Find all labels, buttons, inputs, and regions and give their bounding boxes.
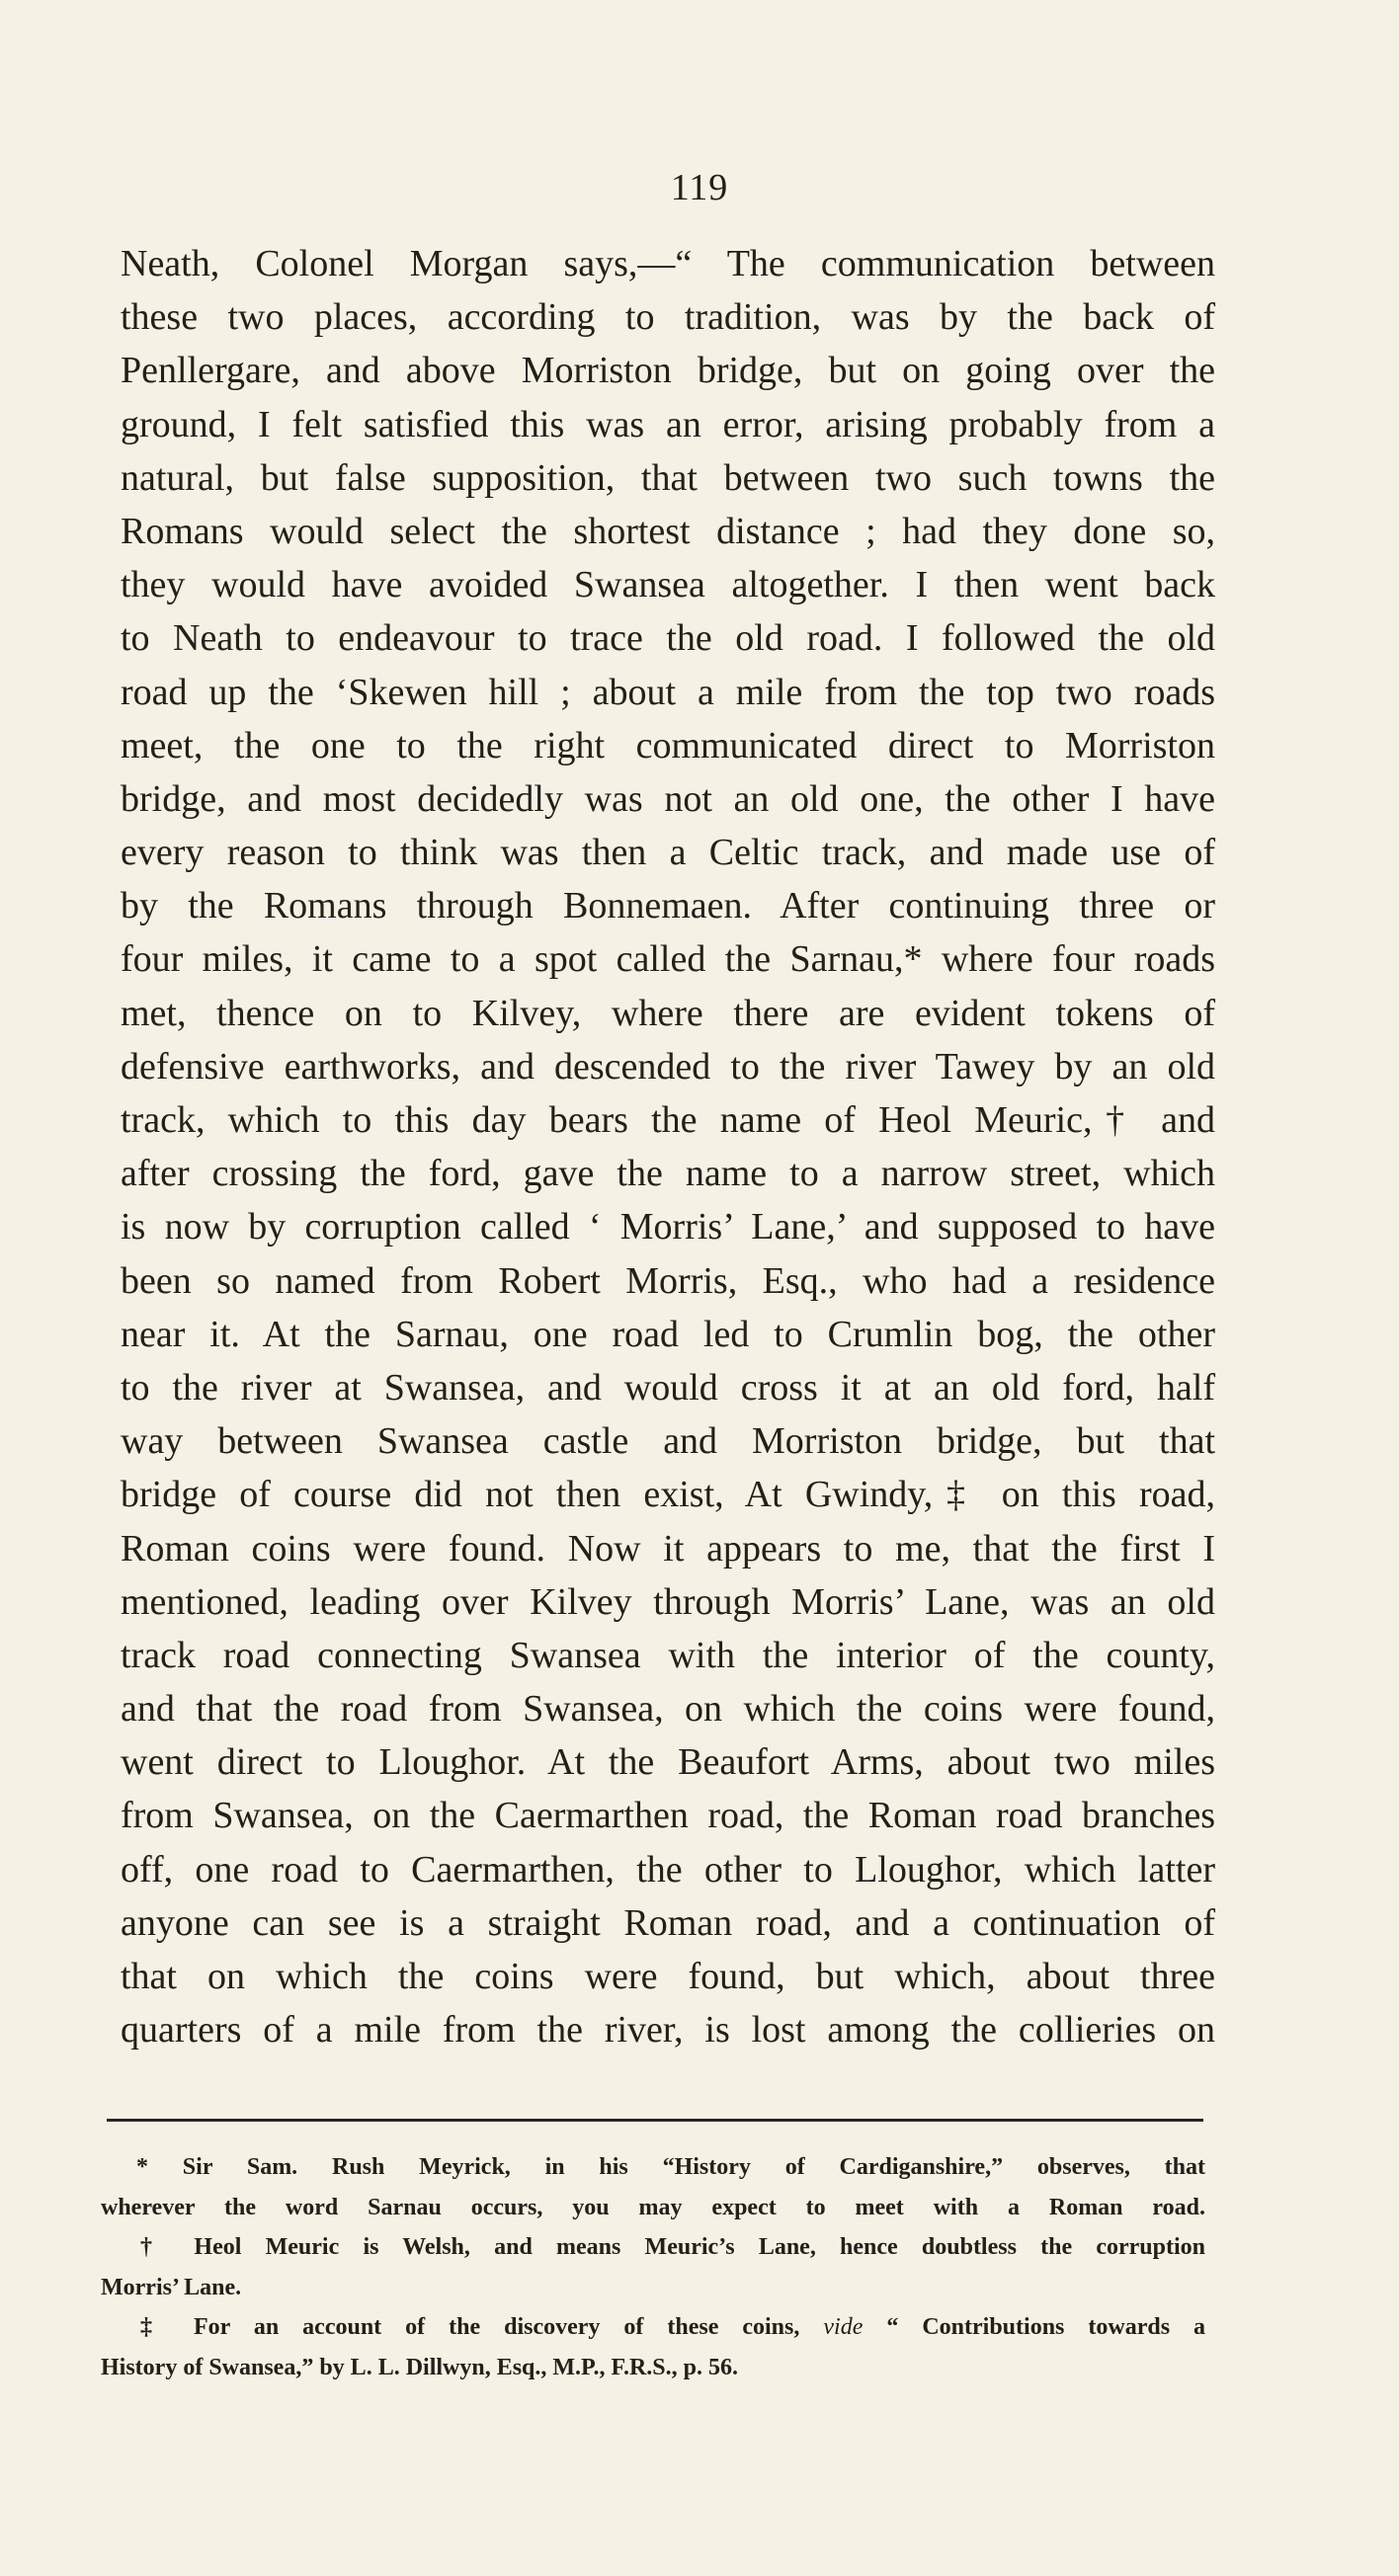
body-line: road up the ‘Skewen hill ; about a mile from the top two roads	[121, 671, 1215, 713]
body-line: four miles, it came to a spot called the Sarnau,* where four roads	[121, 938, 1215, 981]
body-line: way between Swansea castle and Morriston bridge, but that	[121, 1420, 1215, 1463]
body-line: meet, the one to the right communicated direct to Morriston	[121, 724, 1215, 766]
body-line: anyone can see is a straight Roman road, and a continuation of	[121, 1901, 1215, 1944]
footnote-line: * Sir Sam. Rush Meyrick, in his “History of Cardiganshire,” observes, that	[136, 2154, 1205, 2180]
body-line: every reason to think was then a Celtic track, and made use of	[121, 832, 1215, 874]
footnote-text: ‡ For an account of the discovery of these coins,	[140, 2314, 800, 2340]
body-line: met, thence on to Kilvey, where there are evident tokens of	[121, 992, 1215, 1034]
body-line: ground, I felt satisfied this was an error, arising probably from a	[121, 403, 1215, 445]
body-line: from Swansea, on the Caermarthen road, the Roman road branches	[121, 1795, 1215, 1837]
footnote-line: History of Swansea,” by L. L. Dillwyn, Esq., M.P., F.R.S., p. 56.	[101, 2354, 738, 2380]
footnote-rule	[107, 2119, 1203, 2122]
body-line: Neath, Colonel Morgan says,—“ The communication between	[121, 243, 1215, 284]
body-text	[121, 237, 1215, 2056]
body-line: quarters of a mile from the river, is lost among the collieries on	[121, 2009, 1215, 2052]
body-line: been so named from Robert Morris, Esq., who had a residence	[121, 1259, 1215, 1302]
footnote-line: wherever the word Sarnau occurs, you may expect to meet with a Roman road.	[101, 2194, 1205, 2220]
body-line: near it. At the Sarnau, one road led to Crumlin bog, the other	[121, 1313, 1215, 1355]
footnotes	[101, 2147, 1205, 2387]
body-line: to Neath to endeavour to trace the old road. I followed the old	[121, 617, 1215, 660]
body-line: they would have avoided Swansea altogether. I then went back	[121, 564, 1215, 606]
body-line: is now by corruption called ‘ Morris’ Lane,’ and supposed to have	[121, 1206, 1215, 1248]
footnote-text: “ Contributions towards a	[886, 2314, 1206, 2340]
footnote-line	[101, 2307, 1205, 2348]
body-line: and that the road from Swansea, on which the coins were found,	[121, 1688, 1215, 1731]
footnote-line: Morris’ Lane.	[101, 2274, 242, 2300]
body-line: off, one road to Caermarthen, the other to Lloughor, which latter	[121, 1848, 1215, 1891]
body-line: to the river at Swansea, and would cross it at an old ford, half	[121, 1366, 1215, 1409]
body-line: these two places, according to tradition, was by the back of	[121, 296, 1215, 339]
body-line: by the Romans through Bonnemaen. After continuing three or	[121, 885, 1215, 927]
body-line: bridge, and most decidedly was not an old one, the other I have	[121, 777, 1215, 820]
body-line: bridge of course did not then exist, At Gwindy,‡ on this road,	[121, 1474, 1215, 1516]
footnote-line: † Heol Meuric is Welsh, and means Meuric’s Lane, hence doubtless the corruption	[140, 2234, 1205, 2260]
footnote-vide: vide	[823, 2314, 864, 2340]
page-number: 119	[670, 167, 729, 208]
body-line: track, which to this day bears the name of Heol Meuric,† and	[121, 1099, 1215, 1141]
body-line: natural, but false supposition, that between two such towns the	[121, 456, 1215, 499]
body-line: mentioned, leading over Kilvey through Morris’ Lane, was an old	[121, 1580, 1215, 1623]
body-line: went direct to Lloughor. At the Beaufort Arms, about two miles	[121, 1741, 1215, 1784]
body-line: after crossing the ford, gave the name to a narrow street, which	[121, 1153, 1215, 1195]
body-line: Roman coins were found. Now it appears to me, that the first I	[121, 1527, 1215, 1570]
body-line: Romans would select the shortest distance ; had they done so,	[121, 510, 1215, 552]
body-line: defensive earthworks, and descended to the river Tawey by an old	[121, 1045, 1215, 1087]
body-line: Penllergare, and above Morriston bridge, but on going over the	[121, 350, 1215, 392]
body-line: track road connecting Swansea with the interior of the county,	[121, 1634, 1215, 1676]
body-line: that on which the coins were found, but which, about three	[121, 1956, 1215, 1997]
